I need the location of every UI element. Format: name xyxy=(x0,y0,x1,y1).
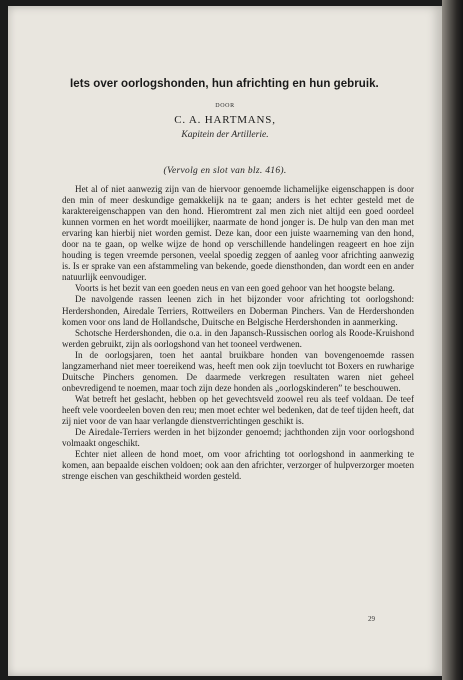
paragraph: Wat betreft het geslacht, hebben op het gevechtsveld zoowel reu als teef voldaan. De teef heeft vele voordeelen boven den reu; men moet echter wel bedenken, dat de teef tijden heeft, dat zij niet voor de van haar verlangde dienstverrichtingen geschikt is. xyxy=(62,393,414,426)
article-body xyxy=(62,184,414,482)
paragraph: De navolgende rassen leenen zich in het bijzonder voor africhting tot oorlogshond: Herdershonden, Airedale Terriers, Rottweilers en Doberman Pinchers. Van de Herdershonden komen voor ons land de Hollandsche, Duitsche en Belgische Herdershonden in aanmerking. xyxy=(62,294,414,327)
paragraph: In de oorlogsjaren, toen het aantal bruikbare honden van bovengenoemde rassen langzamerhand niet meer toereikend was, heeft men ook zijn toevlucht tot Boxers en ruwharige Duitsche Pinchers genomen. De daarmede verkregen resultaten waren niet geheel onbevredigend te noemen, maar toch zijn deze honden als „oorlogskinderen” te beschouwen. xyxy=(62,349,414,393)
paragraph: Voorts is het bezit van een goeden neus en van een goed gehoor van het hoogste belang. xyxy=(75,283,395,294)
byline-door: DOOR xyxy=(215,103,235,109)
author-name: C. A. HARTMANS, xyxy=(174,114,276,126)
book-spine-shadow xyxy=(442,0,463,680)
paragraph: Echter niet alleen de hond moet, om voor africhting tot oorlogshond in aanmerking te komen, aan bepaalde eischen voldoen; ook aan den africhter, verzorger of hulpverzorger moeten strenge eischen van geschiktheid worden gesteld. xyxy=(62,449,414,482)
article-title: Iets over oorlogshonden, hun africhting en hun gebruik. xyxy=(70,78,379,90)
paragraph: De Airedale-Terriers werden in het bijzonder genoemd; jachthonden zijn voor oorlogshond volmaakt ongeschikt. xyxy=(62,427,414,449)
scanned-page xyxy=(8,6,442,676)
continuation-note: (Vervolg en slot van blz. 416). xyxy=(163,166,287,176)
author-affiliation: Kapitein der Artillerie. xyxy=(181,130,269,140)
paragraph: Schotsche Herdershonden, die o.a. in den Japansch-Russischen oorlog als Roode-Kruishond werden gebruikt, zijn als oorlogshond van het tooneel verdwenen. xyxy=(62,327,414,349)
paragraph: Het al of niet aanwezig zijn van de hiervoor genoemde lichamelijke eigenschappen is door den min of meer deskundige gemakkelijk na te gaan; anders is het echter gesteld met de karaktereigenschappen van den hond. Hieromtrent zal men zich niet altijd een goed oordeel kunnen vormen en het wordt moeilijker, naarmate de hond jonger is. De hulp van den man met ervaring kan hierbij niet worden gemist. Deze kan, door een juiste waarneming van den hond, door na te gaan, op welke wijze de hond op verschillende handelingen reageert en hoe zijn houding is tegen vreemde personen, veelal spoedig zeggen of aanleg voor africhting aanwezig is. Is er sprake van een afstammeling van bekende, goede diensthonden, dan wordt een en ander natuurlijk eenvoudiger. xyxy=(62,184,414,283)
page-number: 29 xyxy=(368,615,375,623)
